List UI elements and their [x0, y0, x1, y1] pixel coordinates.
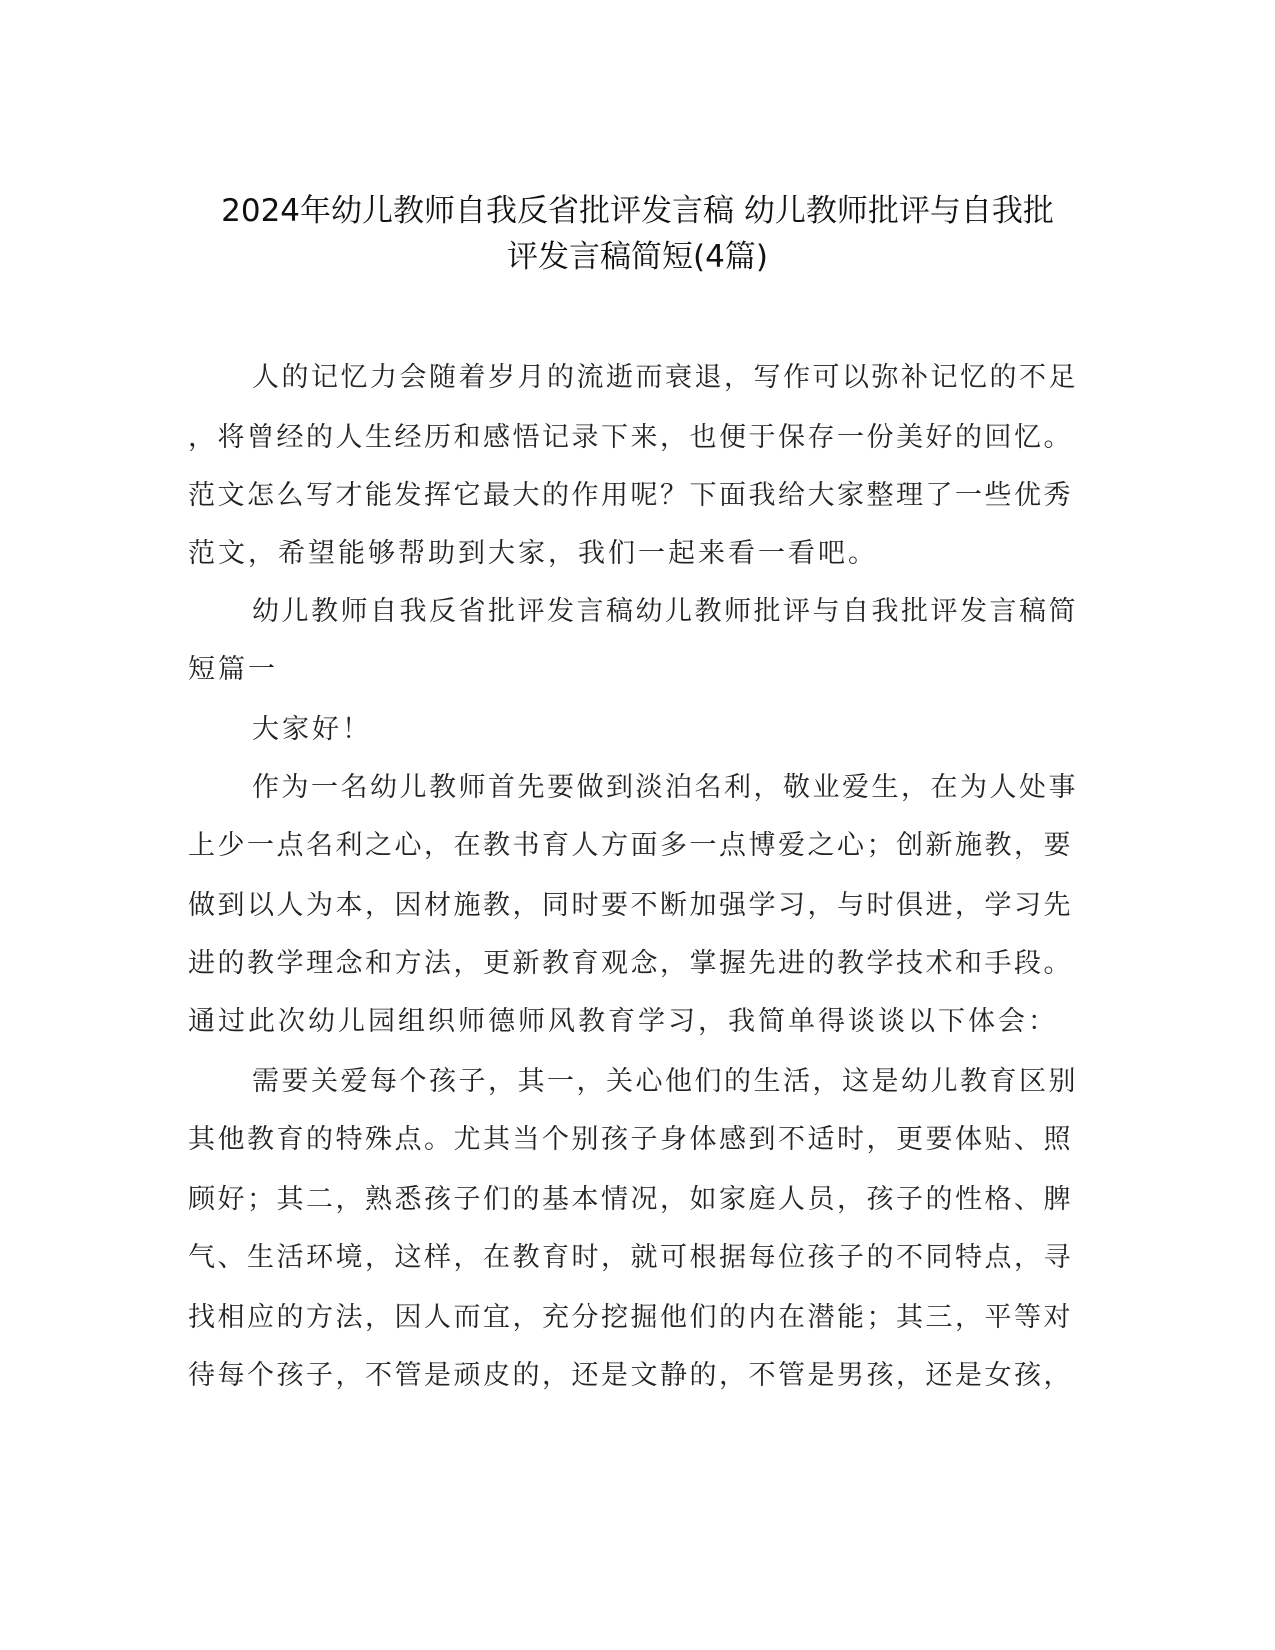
body-line: 幼儿教师自我反省批评发言稿幼儿教师批评与自我批评发言稿简 [252, 596, 1078, 627]
body-line: 做到以人为本，因材施教，同时要不断加强学习，与时俱进，学习先 [188, 890, 1073, 921]
body-line: 通过此次幼儿园组织师德师风教育学习，我简单得谈谈以下体会： [188, 1006, 1058, 1037]
body-line: 范文怎么写才能发挥它最大的作用呢？下面我给大家整理了一些优秀 [188, 480, 1073, 511]
body-line: 短篇一 [188, 654, 278, 685]
body-line: 待每个孩子，不管是顽皮的，还是文静的，不管是男孩，还是女孩， [188, 1360, 1073, 1391]
body-line: 找相应的方法，因人而宜，充分挖掘他们的内在潜能；其三，平等对 [188, 1302, 1073, 1333]
body-line: 需要关爱每个孩子，其一，关心他们的生活，这是幼儿教育区别 [252, 1066, 1078, 1097]
body-line: 大家好！ [252, 714, 372, 745]
body-line: 顾好；其二，熟悉孩子们的基本情况，如家庭人员，孩子的性格、脾 [188, 1184, 1073, 1215]
body-line: 进的教学理念和方法，更新教育观念，掌握先进的教学技术和手段。 [188, 948, 1073, 979]
title-line: 评发言稿简短(4篇) [507, 239, 768, 275]
body-line: 范文，希望能够帮助到大家，我们一起来看一看吧。 [188, 538, 878, 569]
body-line: 人的记忆力会随着岁月的流逝而衰退，写作可以弥补记忆的不足 [252, 362, 1078, 393]
body-line: 作为一名幼儿教师首先要做到淡泊名利，敬业爱生，在为人处事 [252, 772, 1078, 803]
body-line: 其他教育的特殊点。尤其当个别孩子身体感到不适时，更要体贴、照 [188, 1124, 1073, 1155]
body-line: ，将曾经的人生经历和感悟记录下来，也便于保存一份美好的回忆。 [188, 422, 1073, 453]
document-title [160, 188, 1115, 280]
body-line: 上少一点名利之心，在教书育人方面多一点博爱之心；创新施教，要 [188, 830, 1073, 861]
title-line: 2024年幼儿教师自我反省批评发言稿 幼儿教师批评与自我批 [221, 193, 1054, 229]
body-line: 气、生活环境，这样，在教育时，就可根据每位孩子的不同特点，寻 [188, 1242, 1073, 1273]
